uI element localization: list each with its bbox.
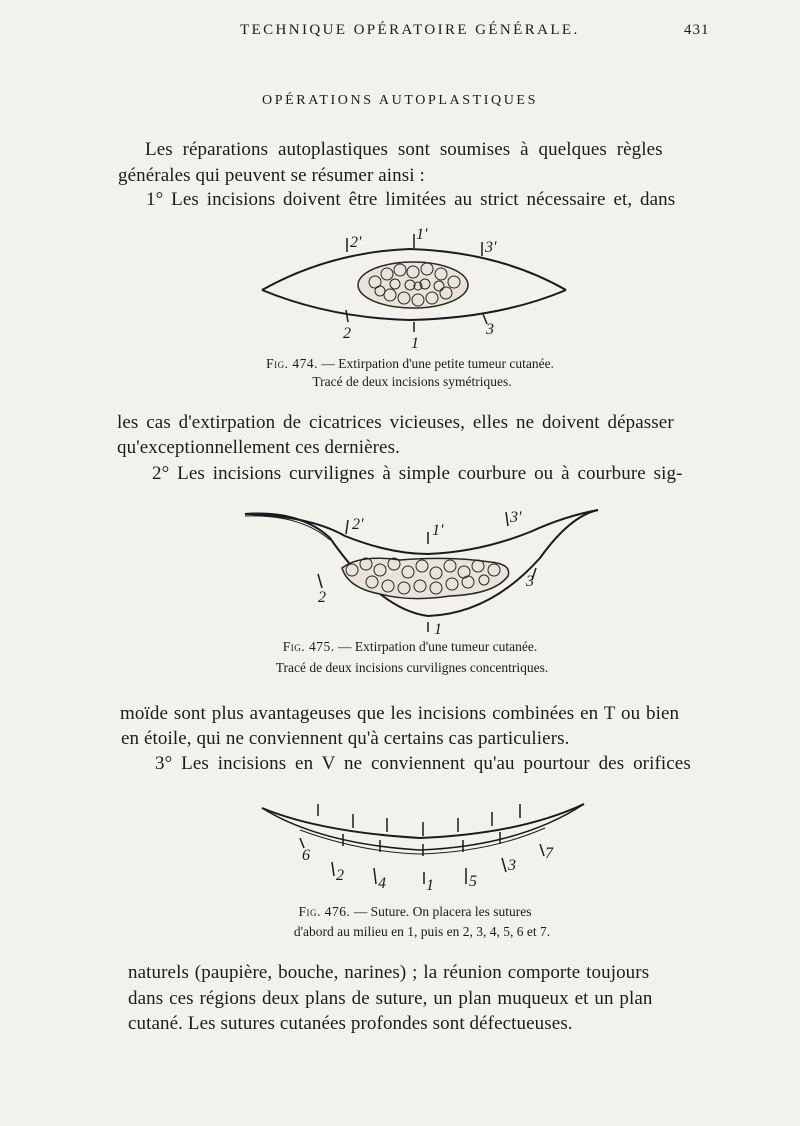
incision-inner bbox=[245, 510, 598, 554]
paragraph-line: moïde sont plus avantageuses que les incisions combinées en T ou bien bbox=[120, 703, 680, 724]
marker-3-prime: 3' bbox=[510, 509, 522, 526]
marker-7: 7 bbox=[545, 845, 553, 862]
figure-474-caption bbox=[0, 356, 800, 372]
marker-1-prime: 1' bbox=[416, 226, 428, 243]
marker-4: 4 bbox=[378, 875, 386, 892]
marker-3: 3 bbox=[486, 321, 494, 338]
page-number: 431 bbox=[684, 22, 710, 38]
marker-2: 2 bbox=[336, 867, 344, 884]
marker-3: 3 bbox=[526, 573, 534, 590]
marker-2: 2 bbox=[343, 325, 351, 342]
paragraph-line: en étoile, qui ne conviennent qu'à certains cas particuliers. bbox=[121, 728, 570, 749]
marker-1: 1 bbox=[426, 877, 434, 894]
paragraph-line: cutané. Les sutures cutanées profondes sont défectueuses. bbox=[128, 1013, 573, 1034]
figure-474-illustration bbox=[0, 222, 800, 352]
paragraph-line: 2° Les incisions curvilignes à simple courbure ou à courbure sig- bbox=[152, 463, 683, 484]
marker-3-prime: 3' bbox=[485, 239, 497, 256]
marker-6: 6 bbox=[302, 847, 310, 864]
marker-5: 5 bbox=[469, 873, 477, 890]
figure-475-label: Fig. 475. bbox=[282, 639, 335, 654]
figure-476-caption bbox=[0, 904, 800, 920]
marker-1: 1 bbox=[411, 335, 419, 352]
marker-3: 3 bbox=[508, 857, 516, 874]
figure-475-caption-line2: Tracé de deux incisions curvilignes concentriques. bbox=[275, 660, 549, 675]
figure-476-illustration bbox=[0, 792, 800, 902]
marker-2-prime: 2' bbox=[352, 516, 364, 533]
figure-474-caption-text: — Extirpation d'une petite tumeur cutanée. bbox=[321, 356, 554, 371]
figure-476-label: Fig. 476. bbox=[298, 904, 351, 919]
paragraph-line: Les réparations autoplastiques sont soumises à quelques règles bbox=[145, 139, 663, 160]
running-head: TECHNIQUE OPÉRATOIRE GÉNÉRALE. bbox=[240, 22, 580, 38]
figure-476-caption-line2: d'abord au milieu en 1, puis en 2, 3, 4, 5, 6 et 7. bbox=[293, 924, 551, 939]
paragraph-line: naturels (paupière, bouche, narines) ; la réunion comporte toujours bbox=[128, 962, 650, 983]
figure-475-illustration bbox=[0, 498, 800, 638]
tumor-mass bbox=[358, 262, 468, 308]
marker-2-prime: 2' bbox=[350, 234, 362, 251]
paragraph-line: 3° Les incisions en V ne conviennent qu'au pourtour des orifices bbox=[155, 753, 691, 774]
figure-475-caption-text: — Extirpation d'une tumeur cutanée. bbox=[338, 639, 538, 654]
figure-474-caption-line2: Tracé de deux incisions symétriques. bbox=[312, 374, 512, 389]
section-title: OPÉRATIONS AUTOPLASTIQUES bbox=[262, 93, 538, 108]
figure-474-label: Fig. 474. bbox=[266, 356, 318, 371]
paragraph-line: les cas d'extirpation de cicatrices vicieuses, elles ne doivent dépasser bbox=[117, 412, 674, 433]
marker-1-prime: 1' bbox=[432, 522, 444, 539]
paragraph-line: dans ces régions deux plans de suture, un plan muqueux et un plan bbox=[128, 988, 653, 1009]
marker-1: 1 bbox=[434, 621, 442, 638]
paragraph-line: qu'exceptionnellement ces dernières. bbox=[117, 437, 400, 458]
paragraph-line: générales qui peuvent se résumer ainsi : bbox=[118, 165, 425, 186]
marker-2: 2 bbox=[318, 589, 326, 606]
tumor-mass bbox=[342, 558, 509, 599]
figure-475-caption bbox=[0, 639, 800, 655]
figure-476-caption-text: — Suture. On placera les sutures bbox=[353, 904, 532, 919]
paragraph-line: 1° Les incisions doivent être limitées au strict nécessaire et, dans bbox=[146, 189, 676, 210]
